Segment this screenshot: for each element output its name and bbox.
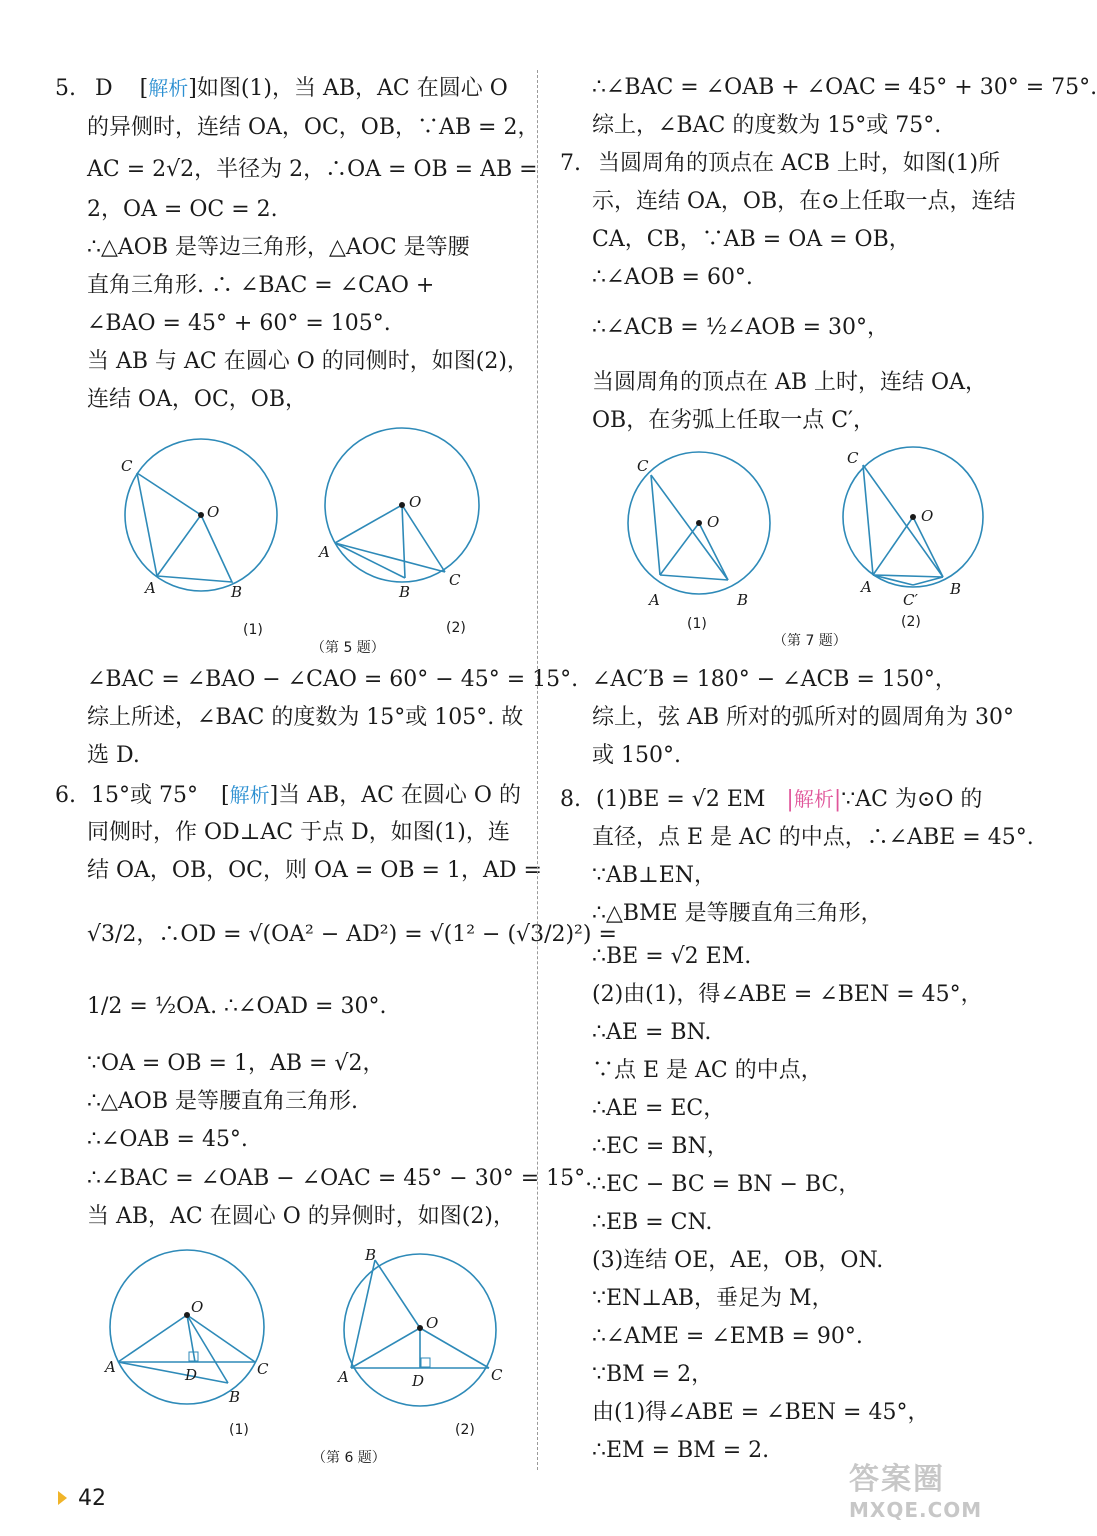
q6-fig2-label-B: B xyxy=(365,1246,377,1264)
q5-answer: D xyxy=(95,76,113,101)
q6-line: ∵OA = OB = 1，AB = √2， xyxy=(87,1051,385,1076)
q6-header: 6. 15°或 75° [解析]当 AB，AC 在圆心 O 的 xyxy=(55,783,521,808)
q8-first-line: ∵AC 为⊙O 的 xyxy=(841,787,983,812)
q5-figure xyxy=(115,425,535,660)
q6-fig2-label-D: D xyxy=(412,1372,425,1390)
q5-fig2-label-O: O xyxy=(409,493,422,511)
q8-line: ∴EM = BM = 2. xyxy=(592,1438,770,1463)
q5-fig2-label-B: B xyxy=(399,583,411,601)
q6-fig2-label-O: O xyxy=(426,1314,439,1332)
q8-line: 直径，点 E 是 AC 的中点，∴∠ABE = 45°. xyxy=(592,825,1034,850)
q8-line: (2)由(1)，得∠ABE = ∠BEN = 45°， xyxy=(592,982,983,1007)
q6-fig1-label-C: C xyxy=(257,1360,269,1378)
q8-line: ∵EN⊥AB，垂足为 M， xyxy=(592,1286,834,1311)
q8-line: ∴EC = BN， xyxy=(592,1134,729,1159)
q8-line: ∴EC − BC = BN − BC， xyxy=(592,1172,861,1197)
q7-figure xyxy=(615,445,1035,655)
q8-line: ∵点 E 是 AC 的中点， xyxy=(592,1058,823,1083)
q7-fig1-label-C: C xyxy=(637,457,649,475)
q7-number: 7. xyxy=(560,151,581,176)
q6-fig2-label-A: A xyxy=(338,1368,349,1386)
q6-cont-line: ∴∠BAC = ∠OAB + ∠OAC = 45° + 30° = 75°. xyxy=(592,75,1097,100)
q8-line: (3)连结 OE，AE，OB，ON. xyxy=(592,1248,884,1273)
q6-fig1-label-O: O xyxy=(191,1298,204,1316)
q7-line: ∴∠ACB = ½∠AOB = 30°， xyxy=(592,315,890,340)
q7-fig2-label-B: B xyxy=(950,580,962,598)
q5-analysis-tag: 解析 xyxy=(148,76,189,100)
q5-line: 2，OA = OC = 2. xyxy=(87,197,278,222)
q5-line: 当 AB 与 AC 在圆心 O 的同侧时，如图(2)， xyxy=(87,349,529,374)
watermark-bottom: MXQE.COM xyxy=(849,1498,983,1522)
q8-line: ∵AB⊥EN， xyxy=(592,863,717,888)
watermark xyxy=(849,1454,1019,1524)
q6-line: 当 AB，AC 在圆心 O 的异侧时，如图(2)， xyxy=(87,1204,515,1229)
q8-number: 8. xyxy=(560,787,581,812)
q8-line: ∴BE = √2 EM. xyxy=(592,944,752,969)
q7-fig1-caption: (1) xyxy=(687,616,707,632)
q7-fig2-label-Cprime: C′ xyxy=(903,591,918,609)
q8-line: ∴EB = CN. xyxy=(592,1210,713,1235)
q5-header: 5. D [解析]如图(1)，当 AB，AC 在圆心 O xyxy=(55,76,508,101)
q5-fig1-label-B: B xyxy=(231,583,243,601)
q7-figure-caption: （第 7 题） xyxy=(773,633,847,649)
q7-fig2-caption: (2) xyxy=(901,614,921,630)
q5-line: 连结 OA，OC，OB， xyxy=(87,387,307,412)
q6-analysis-tag: 解析 xyxy=(229,783,270,807)
q7-fig1-label-B: B xyxy=(737,591,749,609)
q5-line: 的异侧时，连结 OA，OC，OB，∵AB = 2， xyxy=(87,115,540,140)
watermark-top: 答案圈 xyxy=(849,1462,945,1497)
q5-line: 如图(1)，当 AB，AC 在圆心 O xyxy=(196,76,508,101)
q8-line: ∴∠AME = ∠EMB = 90°. xyxy=(592,1324,863,1349)
q6-line: ∴∠BAC = ∠OAB − ∠OAC = 45° − 30° = 15°. xyxy=(87,1166,593,1191)
q5-after-line: ∠BAC = ∠BAO − ∠CAO = 60° − 45° = 15°. xyxy=(87,667,579,692)
q7-line: 示，连结 OA，OB，在⊙上任取一点，连结 xyxy=(592,189,1016,214)
q5-line: ∠BAO = 45° + 60° = 105°. xyxy=(87,311,391,336)
q7-fig2-label-A: A xyxy=(861,578,872,596)
column-divider xyxy=(537,70,538,1470)
q6-figure-caption: （第 6 题） xyxy=(312,1450,386,1466)
q6-line: ∴△AOB 是等腰直角三角形. xyxy=(87,1089,358,1114)
page-number: 42 xyxy=(78,1486,106,1511)
q6-fig1-label-B: B xyxy=(229,1388,241,1406)
q6-fig1-label-D: D xyxy=(185,1366,198,1384)
q6-answer: 15°或 75° xyxy=(91,783,198,808)
q7-after-line: 或 150°. xyxy=(592,743,681,768)
q8-analysis-tag: 解析 xyxy=(793,787,834,811)
q6-line: 结 OA，OB，OC，则 OA = OB = 1，AD = xyxy=(87,858,542,883)
q8-answer: (1)BE = √2 EM xyxy=(596,787,766,812)
q5-fig1-label-O: O xyxy=(207,503,220,521)
q5-number: 5. xyxy=(55,76,76,101)
q6-number: 6. xyxy=(55,783,76,808)
q7-after-line: 综上，弦 AB 所对的弧所对的圆周角为 30° xyxy=(592,705,1015,730)
q8-line: ∴AE = EC， xyxy=(592,1096,726,1121)
q6-line: 当 AB，AC 在圆心 O 的 xyxy=(278,783,521,808)
q7-fig1-label-O: O xyxy=(707,513,720,531)
q6-line: ∴∠OAB = 45°. xyxy=(87,1127,248,1152)
q5-fig2-caption: (2) xyxy=(446,620,466,636)
q6-line: 1/2 = ½OA. ∴∠OAD = 30°. xyxy=(87,994,387,1019)
q5-fig2-label-C: C xyxy=(449,571,461,589)
q5-after-line: 选 D. xyxy=(87,743,140,768)
q5-fig1-label-A: A xyxy=(145,579,156,597)
q6-line: √3/2，∴OD = √(OA² − AD²) = √(1² − (√3/2)²) = xyxy=(87,922,617,947)
page-marker-icon xyxy=(58,1491,67,1505)
q6-figure xyxy=(105,1240,525,1470)
q5-line: 直角三角形. ∴ ∠BAC = ∠CAO + xyxy=(87,273,435,298)
q6-cont-line: 综上，∠BAC 的度数为 15°或 75°. xyxy=(592,113,942,138)
q8-line: 由(1)得∠ABE = ∠BEN = 45°， xyxy=(592,1400,930,1425)
q5-fig1-label-C: C xyxy=(121,457,133,475)
q6-fig1-caption: (1) xyxy=(229,1422,249,1438)
q7-fig1-label-A: A xyxy=(649,591,660,609)
q7-after-line: ∠AC′B = 180° − ∠ACB = 150°， xyxy=(592,667,957,692)
q5-after-line: 综上所述，∠BAC 的度数为 15°或 105°. 故 xyxy=(87,705,524,730)
q8-line: ∴AE = BN. xyxy=(592,1020,712,1045)
q8-line: ∵BM = 2， xyxy=(592,1362,714,1387)
q7-fig2-label-O: O xyxy=(921,507,934,525)
q6-fig2-caption: (2) xyxy=(455,1422,475,1438)
q5-fig1-lines xyxy=(137,473,232,582)
q7-line: 当圆周角的顶点在 ACB 上时，如图(1)所 xyxy=(598,151,1001,176)
q6-line: 同侧时，作 OD⊥AC 于点 D，如图(1)，连 xyxy=(87,820,510,845)
q8-line: ∴△BME 是等腰直角三角形， xyxy=(592,901,883,926)
q7-line: ∴∠AOB = 60°. xyxy=(592,265,753,290)
q7-line: CA，CB，∵AB = OA = OB， xyxy=(592,227,911,252)
q7-header xyxy=(560,149,1000,179)
q8-header: 8. (1)BE = √2 EM |解析|∵AC 为⊙O 的 xyxy=(560,787,983,812)
q5-line: ∴△AOB 是等边三角形，△AOC 是等腰 xyxy=(87,235,470,260)
q6-fig2-label-C: C xyxy=(491,1366,503,1384)
q5-figure-caption: （第 5 题） xyxy=(311,640,385,656)
q6-fig1-label-A: A xyxy=(105,1358,116,1376)
q5-fig2-label-A: A xyxy=(319,543,330,561)
q7-line: OB，在劣弧上任取一点 C′， xyxy=(592,408,876,433)
q5-line: AC = 2√2，半径为 2，∴OA = OB = AB = xyxy=(87,157,538,182)
q7-fig2-label-C: C xyxy=(847,449,859,467)
q5-fig1-caption: (1) xyxy=(243,622,263,638)
q7-line: 当圆周角的顶点在 AB 上时，连结 OA， xyxy=(592,370,987,395)
